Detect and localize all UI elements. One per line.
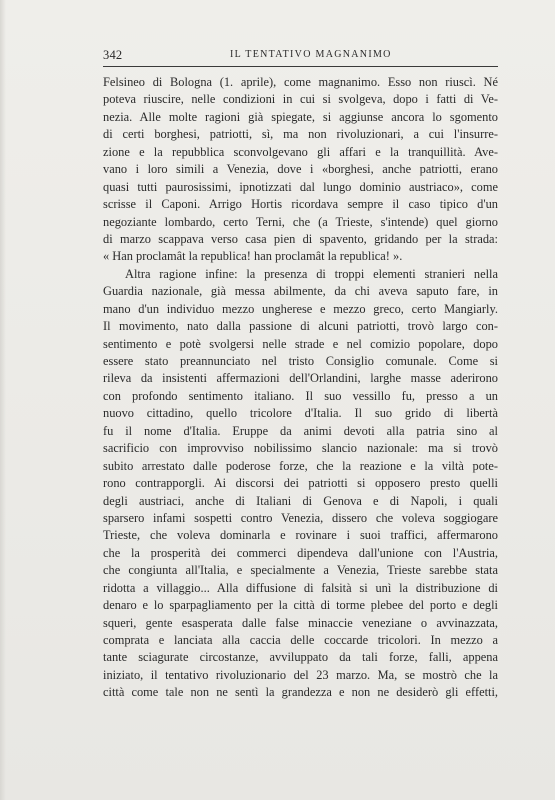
text-line: città come tale non ne sentì la grandezza e non ne desiderò gli effetti, <box>103 685 498 700</box>
text-line: sparsero infami sospetti contro Venezia, dissero che voleva soggiogare <box>103 510 498 525</box>
text-line: « Han proclamât la republica! han proclamât la republica! ». <box>103 249 403 264</box>
text-line: tante sciagurate circostanze, avviluppato da tali forze, falli, appena <box>103 650 498 665</box>
text-line: scrisse il Caponi. Arrigo Hortis ricordava sempre il caso tipico d'un <box>103 197 498 212</box>
text-line: Felsineo di Bologna (1. aprile), come magnanimo. Esso non riuscì. Né <box>103 75 498 89</box>
text-line: sentimento e potè svolgersi nelle strade e nel comizio popolare, dopo <box>103 336 498 351</box>
page-header <box>103 48 498 67</box>
text-line: Altra ragione infine: la presenza di troppi elementi stranieri nella <box>125 266 498 281</box>
body-text <box>103 74 498 702</box>
text-line: subito arrestato dalle poderose forze, che la reazione e la viltà pote- <box>103 458 498 473</box>
text-line: rono contrapporgli. Ai discorsi dei patriotti si opposero presto quelli <box>103 476 498 491</box>
text-line: che congiunta all'Italia, e specialmente a Venezia, Trieste sarebbe stata <box>103 563 498 578</box>
text-line: di certi borghesi, patriotti, sì, ma non rivoluzionari, a cui l'insurre- <box>103 127 498 142</box>
text-line: negoziante lombardo, certo Terni, che (a Trieste, s'intende) quel giorno <box>103 214 498 229</box>
text-line: Guardia nazionale, già messa abilmente, da chi aveva saputo fare, in <box>103 284 498 299</box>
text-line: sacrificio con improvviso nobilissimo slancio nazionale: ma si trovò <box>103 441 498 456</box>
text-line: nezia. Alle molte ragioni già spiegate, si aggiunse ancora lo sgomento <box>103 109 498 124</box>
text-line: nuovo cittadino, quello tricolore d'Italia. Il suo grido di libertà <box>103 406 498 421</box>
text-line: iniziato, il tentativo rivoluzionario del 23 marzo. Ma, se mostrò che la <box>103 667 498 682</box>
text-line: squeri, gente esasperata dalle false minaccie veneziane o avvinazzata, <box>103 615 498 630</box>
page-number: 342 <box>103 48 123 62</box>
text-line: Il movimento, nato dalla passione di alcuni patriotti, trovò largo con- <box>103 319 498 334</box>
text-line: quasi tutti paurosissimi, ipnotizzati dal lungo dominio austriaco», come <box>103 179 498 194</box>
text-line: ridotta a villaggio... Alla diffusione di falsità si unì la distribuzione di <box>103 580 498 595</box>
text-line: degli austriaci, anche di Italiani di Genova e di Napoli, i quali <box>103 493 498 508</box>
text-line: poteva riuscire, nelle condizioni in cui si svolgeva, dopo i fatti di Ve- <box>103 92 498 107</box>
text-line: vano i loro simili a Venezia, dove i «borghesi, anche patriotti, erano <box>103 162 498 177</box>
text-line: denaro e lo sparpagliamento per la città di torme plebee del porto e degli <box>103 598 498 613</box>
text-line: comprata e lanciata alla caccia delle coccarde tricolori. In mezzo a <box>103 633 498 647</box>
text-line: rileva da insistenti affermazioni dell'Orlandini, larghe masse aderirono <box>103 371 498 386</box>
text-line: fu il nome d'Italia. Eruppe da animi devoti alla patria sino al <box>103 423 498 438</box>
text-line: di marzo scappava verso casa pien di spavento, gridando per la strada: <box>103 231 498 246</box>
text-line: essere stato preannunciato nel tristo Consiglio comunale. Come si <box>103 354 498 368</box>
text-line: con profondo sentimento italiano. Il suo vessillo fu, presso a un <box>103 388 498 403</box>
text-line: Trieste, che voleva dominarla e rovinare i suoi traffici, affermarono <box>103 528 498 543</box>
running-title: IL TENTATIVO MAGNANIMO <box>230 49 392 60</box>
page-gutter-shadow <box>0 0 6 800</box>
text-line: zione e la repubblica sconvolgevano gli affari e la tranquillità. Ave- <box>103 144 498 159</box>
text-line: mano d'un individuo mezzo ungherese e mezzo greco, certo Mangiarly. <box>103 301 498 316</box>
text-line: che la prosperità dei commerci dipendeva dall'unione con l'Austria, <box>103 545 498 560</box>
